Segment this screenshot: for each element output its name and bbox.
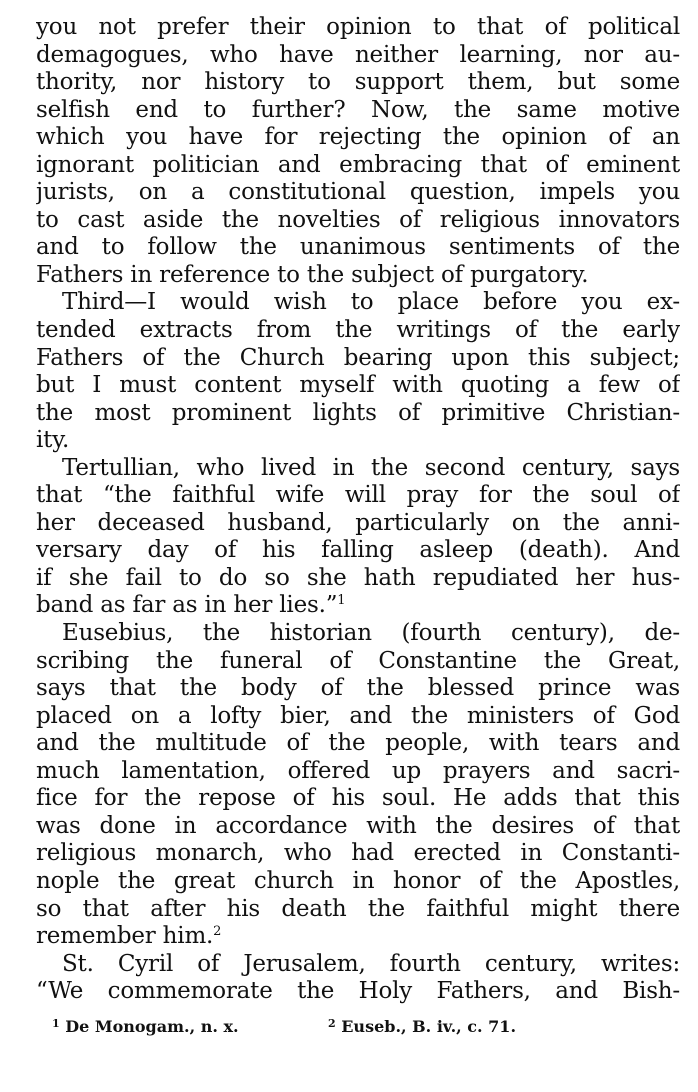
text-line bbox=[36, 372, 680, 400]
text-line bbox=[36, 42, 680, 70]
text-line bbox=[36, 730, 680, 758]
text-line-content: but I must content myself with quoting a few of bbox=[36, 372, 680, 399]
text-line bbox=[36, 234, 680, 262]
text-line bbox=[36, 179, 680, 207]
text-line bbox=[36, 510, 680, 538]
footnote-reference: 2 bbox=[213, 924, 222, 940]
text-line-content: Eusebius, the historian (fourth century), de- bbox=[62, 620, 680, 647]
text-line-content: Fathers of the Church bearing upon this subject; bbox=[36, 344, 680, 371]
text-line bbox=[36, 69, 680, 97]
text-line bbox=[36, 455, 680, 483]
text-line-content: remember him. bbox=[36, 923, 214, 950]
footnote-reference: 1 bbox=[337, 593, 346, 609]
text-line-content: fice for the repose of his soul. He adds that this bbox=[36, 785, 680, 812]
text-line bbox=[36, 262, 680, 290]
text-line-content: tended extracts from the writings of the early bbox=[36, 317, 680, 344]
footnote-text: Euseb., B. iv., c. 71. bbox=[341, 1017, 517, 1036]
text-line-content: versary day of his falling asleep (death). And bbox=[36, 537, 680, 564]
text-line-content: and to follow the unanimous sentiments of the bbox=[36, 234, 680, 261]
text-line bbox=[36, 758, 680, 786]
text-line bbox=[36, 345, 680, 373]
text-line-content: Fathers in reference to the subject of purgatory. bbox=[36, 261, 589, 288]
text-line bbox=[36, 868, 680, 896]
text-line-content: you not prefer their opinion to that of political bbox=[36, 14, 680, 40]
text-line bbox=[36, 648, 680, 676]
text-line-content: placed on a lofty bier, and the ministers of God bbox=[36, 702, 680, 729]
text-line-content: says that the body of the blessed prince was bbox=[36, 675, 680, 702]
text-line-content: St. Cyril of Jerusalem, fourth century, writes: bbox=[62, 950, 680, 977]
text-line bbox=[36, 482, 680, 510]
text-line-content: that “the faithful wife will pray for the soul of bbox=[36, 482, 680, 509]
text-line bbox=[36, 317, 680, 345]
text-line bbox=[36, 675, 680, 703]
text-line-content: so that after his death the faithful might there bbox=[36, 895, 680, 922]
footnote-marker: 1 bbox=[52, 1017, 60, 1030]
text-line bbox=[36, 124, 680, 152]
text-line-content: selfish end to further? Now, the same motive bbox=[36, 96, 680, 123]
text-line bbox=[36, 427, 680, 455]
text-line-content: nople the great church in honor of the Apostles, bbox=[36, 867, 680, 894]
text-line-content: which you have for rejecting the opinion of an bbox=[36, 124, 680, 151]
text-line-content: Tertullian, who lived in the second century, says bbox=[62, 454, 680, 481]
text-line-content: ignorant politician and embracing that of eminent bbox=[36, 151, 680, 178]
text-line-content: to cast aside the novelties of religious innovators bbox=[36, 206, 680, 233]
footnote-2 bbox=[328, 1017, 516, 1036]
text-line-content: if she fail to do so she hath repudiated her hus- bbox=[36, 564, 680, 591]
text-line-content: ity. bbox=[36, 427, 70, 454]
text-line-content: the most prominent lights of primitive Christian- bbox=[36, 399, 680, 426]
text-line bbox=[36, 785, 680, 813]
text-line bbox=[36, 951, 680, 979]
text-line-content: her deceased husband, particularly on the anni- bbox=[36, 509, 680, 536]
text-line bbox=[36, 289, 680, 317]
footnote-text: De Monogam., n. x. bbox=[65, 1017, 239, 1036]
text-line bbox=[36, 400, 680, 428]
text-line-content: band as far as in her lies.” bbox=[36, 592, 338, 619]
body-text bbox=[36, 14, 680, 1006]
text-line bbox=[36, 592, 680, 620]
text-line-content: thority, nor history to support them, but some bbox=[36, 69, 680, 96]
text-line bbox=[36, 565, 680, 593]
text-line bbox=[36, 840, 680, 868]
text-line bbox=[36, 620, 680, 648]
text-line-content: much lamentation, offered up prayers and sacri- bbox=[36, 757, 680, 784]
text-line bbox=[36, 703, 680, 731]
text-line bbox=[36, 896, 680, 924]
text-line-content: was done in accordance with the desires of that bbox=[36, 812, 680, 839]
text-line bbox=[36, 207, 680, 235]
text-line-content: jurists, on a constitutional question, impels you bbox=[36, 179, 680, 206]
text-line bbox=[36, 813, 680, 841]
text-line bbox=[36, 923, 680, 951]
text-line bbox=[36, 14, 680, 42]
footnote-marker: 2 bbox=[328, 1017, 336, 1030]
text-line-content: religious monarch, who had erected in Constanti- bbox=[36, 840, 680, 867]
footnote-1 bbox=[52, 1017, 239, 1036]
text-line-content: and the multitude of the people, with tears and bbox=[36, 730, 680, 757]
text-line-content: “We commemorate the Holy Fathers, and Bish- bbox=[36, 978, 680, 1005]
text-line bbox=[36, 978, 680, 1006]
text-line-content: demagogues, who have neither learning, nor au- bbox=[36, 41, 680, 68]
text-line bbox=[36, 97, 680, 125]
text-line-content: scribing the funeral of Constantine the Great, bbox=[36, 647, 680, 674]
text-line-content: Third—I would wish to place before you ex- bbox=[62, 289, 680, 316]
text-line bbox=[36, 537, 680, 565]
text-line bbox=[36, 152, 680, 180]
